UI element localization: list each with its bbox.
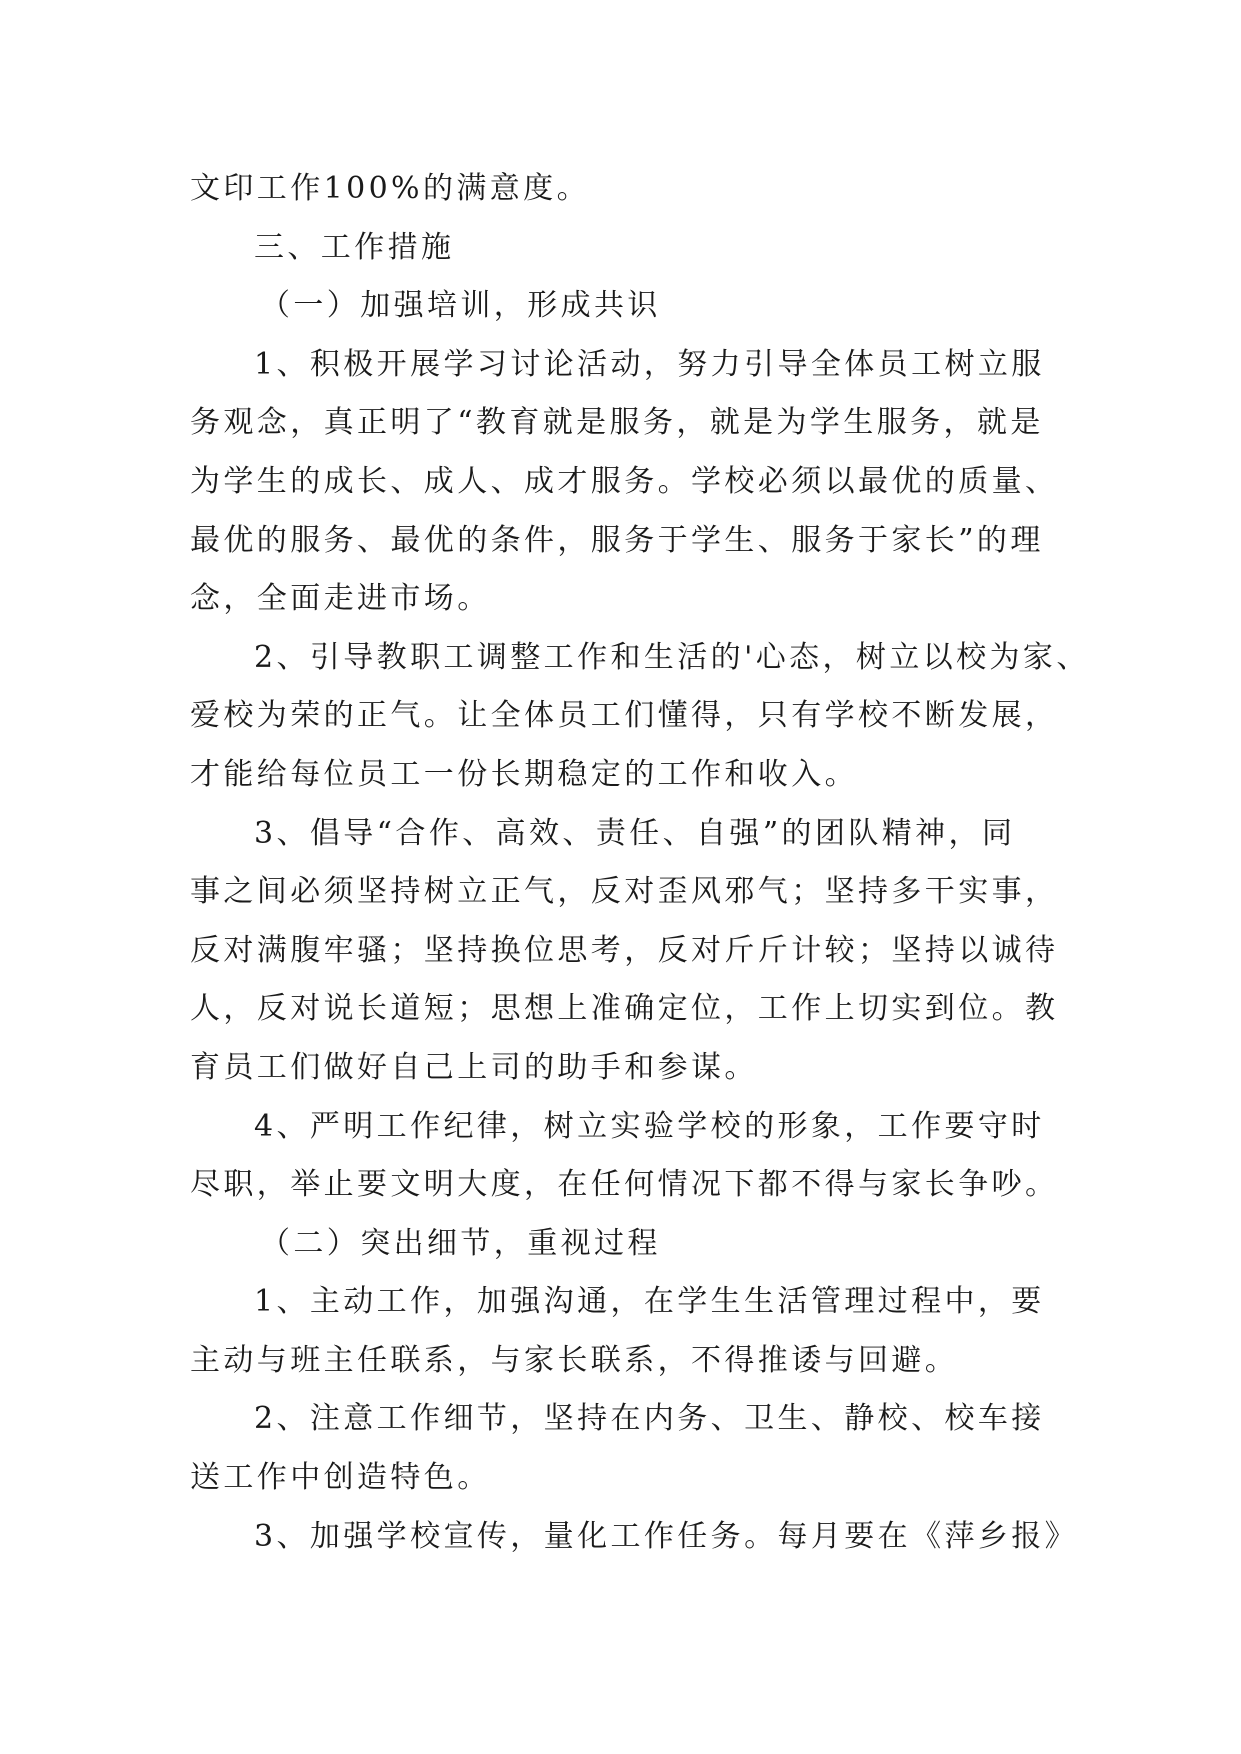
section-heading: 三、工作措施	[254, 229, 455, 265]
text-line: 才能给每位员工一份长期稳定的工作和收入。	[190, 756, 858, 792]
text-line: 1、积极开展学习讨论活动，努力引导全体员工树立服	[254, 346, 1045, 382]
text-line: 最优的服务、最优的条件，服务于学生、服务于家长”的理	[190, 522, 1044, 558]
subsection-heading: （一）加强培训，形成共识	[260, 288, 661, 324]
text-line: 念，全面走进市场。	[190, 581, 491, 617]
text-line: 文印工作100%的满意度。	[190, 171, 590, 206]
text-line: 4、严明工作纪律，树立实验学校的形象，工作要守时	[254, 1108, 1045, 1144]
document-body	[190, 160, 1090, 1566]
text-line: 3、倡导“合作、高效、责任、自强”的团队精神，同	[254, 815, 1016, 851]
text-line: 送工作中创造特色。	[190, 1460, 491, 1496]
text-line: 育员工们做好自己上司的助手和参谋。	[190, 1049, 758, 1085]
text-line: 主动与班主任联系，与家长联系，不得推诿与回避。	[190, 1342, 959, 1378]
text-line: 反对满腹牢骚；坚持换位思考，反对斤斤计较；坚持以诚待	[190, 932, 1059, 968]
text-line: 尽职，举止要文明大度，在任何情况下都不得与家长争吵。	[190, 1167, 1059, 1203]
subsection-heading: （二）突出细节，重视过程	[260, 1225, 661, 1261]
text-line: 2、注意工作细节，坚持在内务、卫生、静校、校车接	[254, 1401, 1045, 1437]
text-line: 3、加强学校宣传，量化工作任务。每月要在《萍乡报》	[254, 1518, 1079, 1554]
text-line: 人，反对说长道短；思想上准确定位，工作上切实到位。教	[190, 991, 1059, 1027]
text-line: 2、引导教职工调整工作和生活的'心态，树立以校为家、	[254, 639, 1090, 675]
text-line: 1、主动工作，加强沟通，在学生生活管理过程中，要	[254, 1284, 1045, 1320]
text-line: 事之间必须坚持树立正气，反对歪风邪气；坚持多干实事，	[190, 874, 1059, 910]
text-line: 为学生的成长、成人、成才服务。学校必须以最优的质量、	[190, 463, 1059, 499]
text-line: 爱校为荣的正气。让全体员工们懂得，只有学校不断发展，	[190, 698, 1059, 734]
text-line: 务观念，真正明了“教育就是服务，就是为学生服务，就是	[190, 405, 1044, 441]
